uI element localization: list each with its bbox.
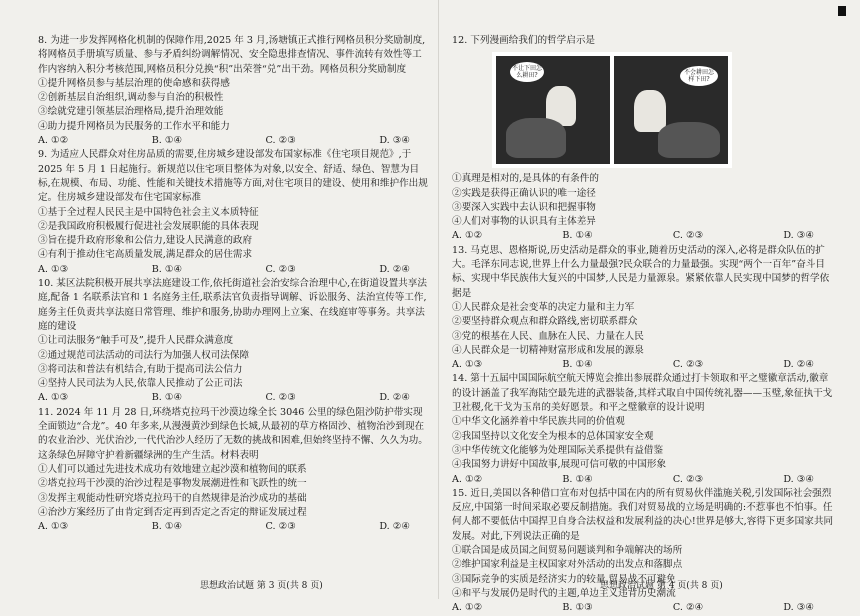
choice-b[interactable]: B. ①④ (151, 521, 183, 533)
question-15 (452, 487, 834, 616)
answer-choices (452, 473, 834, 487)
comic-illustration (492, 52, 732, 168)
question-stem: 12. 下列漫画给我们的哲学启示是 (452, 35, 596, 46)
option-3: ③发挥主观能动性研究塔克拉玛干的自然规律是治沙成功的基础 (38, 492, 307, 504)
ox-figure (506, 118, 566, 158)
answer-choices (452, 229, 834, 243)
option-3: ③要深入实践中去认识和把握事物 (452, 201, 596, 213)
option-3: ③将司法和普法有机结合,有助于提高司法公信力 (38, 363, 243, 375)
choice-c[interactable]: C. ②③ (672, 230, 704, 242)
choice-d[interactable]: D. ③④ (379, 135, 410, 147)
choice-a[interactable]: A. ①② (452, 602, 483, 614)
choice-d[interactable]: D. ②④ (379, 263, 410, 275)
answer-choices (452, 358, 834, 372)
question-9 (38, 148, 430, 277)
choice-a[interactable]: A. ①③ (452, 359, 483, 371)
choice-b[interactable]: B. ①④ (151, 263, 183, 275)
option-4: ④和平与发展仍是时代的主题,单边主义违背历史潮流 (452, 587, 676, 599)
option-4: ④有利于推动住宅高质量发展,满足群众的居住需求 (38, 249, 253, 261)
column-divider (438, 0, 439, 599)
choice-d[interactable]: D. ③④ (783, 230, 814, 242)
choice-c[interactable]: C. ②③ (672, 359, 704, 371)
page-footer-left: 思想政治试题 第 3 页(共 8 页) (200, 581, 323, 591)
option-4: ④助力提升网格员为民服务的工作水平和能力 (38, 120, 230, 132)
option-2: ②塔克拉玛干沙漠的治沙过程是事物发展潮进性和飞跃性的统一 (38, 478, 307, 490)
option-1: ①人们可以通过先进技术成功有效地建立起沙漠和植物间的联系 (38, 463, 307, 475)
question-10 (38, 277, 430, 406)
question-stem: 15. 近日,美国以各种借口宣布对包括中国在内的所有贸易伙伴滥施关税,引发国际社会强烈反应,中国第一时间采取必要反制措施。我们对贸易战的立场是明确的:不惹事也不怕事。任何人都不要低估中国捍卫自身合法权益和发展利益的决心!世界是够大,容得下更多国家共同发展。对此,下列说法正确的是 (452, 487, 834, 542)
corner-mark (838, 6, 846, 16)
option-2: ②创新基层自治组织,调动参与自治的积极性 (38, 92, 224, 104)
choice-b[interactable]: B. ①④ (562, 230, 593, 242)
option-2: ②维护国家利益是主权国家对外活动的出发点和落脚点 (452, 559, 683, 571)
question-stem: 11. 2024 年 11 月 28 日,环绕塔克拉玛干沙漠边缘全长 3046 公里的绿色阻沙防护带实现全面锁边“合龙”。40 年多来,从漫漫黄沙到绿色长城,从最初的草方格固沙、植物治沙到现在的农业治沙、光伏治沙,一代代治沙人经历了无数的挑战和困难,但始终坚持不懈、久久为功。这条绿色屏障守护着新疆绿洲的生产生活。材料表明 (38, 406, 428, 461)
question-stem: 14. 第十五届中国国际航空航天博览会推出参展群众通过打卡领取和平之璧徽章活动,徽章的设计涵盖了我军海陆空最先进的武器装备,其样式取自中国传统礼器——玉璧,象征执干戈卫社稷,化干戈为玉帛的美好愿景。和平之璧徽章的设计说明 (452, 373, 833, 414)
choice-c[interactable]: C. ②③ (265, 521, 296, 533)
option-3: ③绘就党建引领基层治理格局,提升治理效能 (38, 106, 224, 118)
option-1: ①中华文化涵养着中华民族共同的价值观 (452, 416, 625, 428)
option-1: ①提升网格员参与基层治理的使命感和获得感 (38, 77, 230, 89)
choice-a[interactable]: A. ①② (38, 135, 69, 147)
ox-figure (658, 122, 720, 158)
choice-c[interactable]: C. ②③ (265, 135, 296, 147)
option-4: ④人民群众是一切精神财富形成和发展的源泉 (452, 344, 644, 356)
question-12 (452, 34, 834, 244)
right-column (452, 34, 834, 616)
option-3: ③党的根基在人民、血脉在人民、力量在人民 (452, 330, 644, 342)
choice-a[interactable]: A. ①③ (38, 521, 69, 533)
choice-a[interactable]: A. ①② (452, 473, 483, 485)
choice-d[interactable]: D. ③④ (783, 602, 814, 614)
choice-b[interactable]: B. ①③ (562, 602, 593, 614)
page-footer-right: 思想政治试题 第 4 页(共 8 页) (600, 581, 723, 591)
option-3: ③国际竞争的实质是经济实力的较量,贸易战不可避免 (452, 573, 676, 585)
answer-choices (38, 134, 430, 148)
question-stem: 8. 为进一步发挥网格化机制的保障作用,2025 年 3 月,汤塘镇正式推行网格员积分奖励制度,将网格员手册填写质量、参与矛盾纠纷调解情况、安全隐患排查情况、事件流转有效性等工作内容纳入积分考核范围,网格员积分兑换“积”出荣誉“兑”出干劲。网格员积分奖励制度 (38, 35, 426, 75)
question-8 (38, 34, 430, 148)
question-13 (452, 244, 834, 373)
choice-b[interactable]: B. ①④ (562, 473, 593, 485)
speech-bubble: 不会耕田怎样下田? (680, 66, 718, 86)
choice-d[interactable]: D. ②④ (379, 392, 410, 404)
question-stem: 10. 某区法院积极开展共享法庭建设工作,依托街道社会治安综合治理中心,在街道设置共享法庭,配备 1 名联系法官和 1 名庭务主任,联系法官负责指导调解、诉讼服务、法治宣传等工作,庭务主任负责共享法庭日常管理、维护和服务,协助办理网上立案、在线庭审等事务。共享法庭的建设 (38, 278, 427, 332)
choice-b[interactable]: B. ①④ (151, 135, 183, 147)
option-2: ②是我国政府积极履行促进社会发展职能的具体表现 (38, 220, 259, 232)
question-stem: 13. 马克思、恩格斯说,历史活动是群众的事业,随着历史活动的深入,必将是群众队伍的扩大。毛泽东同志说,世界上什么力量最强?民众联合的力量最强。实现“两个一百年”奋斗目标、实现中华民族伟大复兴的中国梦,人民是力量源泉。紧紧依靠人民实现中国梦的哲学依据是 (452, 244, 830, 299)
option-2: ②我国坚持以文化安全为根本的总体国家安全观 (452, 430, 654, 442)
question-11 (38, 406, 430, 535)
choice-d[interactable]: D. ②④ (379, 521, 410, 533)
option-3: ③中华传统文化能够为处理国际关系提供有益借鉴 (452, 444, 664, 456)
answer-choices (452, 601, 834, 615)
option-2: ②要坚持群众观点和群众路线,密切联系群众 (452, 316, 638, 328)
question-stem: 9. 为适应人民群众对住房品质的需要,住房城乡建设部发布国家标准《住宅项目规范》,于 2025 年 5 月 1 日起施行。新规范以住宅项目整体为对象,以安全、舒适、绿色、智慧为目标,在规模、布局、功能、性能和关键技术措施等方面,对住宅项目的建设、使用和维护作出规定。住房城乡建设部发布住宅国家标准 (38, 149, 428, 204)
left-column (38, 34, 430, 534)
choice-c[interactable]: C. ②③ (265, 392, 296, 404)
option-4: ④人们对事物的认识具有主体差异 (452, 216, 596, 228)
option-1: ①让司法服务“触手可及”,提升人民群众满意度 (38, 335, 234, 347)
choice-d[interactable]: D. ②④ (783, 359, 814, 371)
choice-a[interactable]: A. ①③ (38, 392, 69, 404)
choice-a[interactable]: A. ①② (452, 230, 483, 242)
choice-a[interactable]: A. ①③ (38, 263, 69, 275)
option-4: ④我国努力讲好中国故事,展现可信可敬的中国形象 (452, 459, 667, 471)
answer-choices (38, 520, 430, 534)
option-4: ④治沙方案经历了由肯定到否定再到否定之否定的辩证发展过程 (38, 506, 307, 518)
comic-panel-left (496, 56, 610, 164)
option-4: ④坚持人民司法为人民,依靠人民推动了公正司法 (38, 378, 243, 390)
choice-d[interactable]: D. ③④ (783, 473, 814, 485)
question-14 (452, 372, 834, 486)
option-1: ①人民群众是社会变革的决定力量和主力军 (452, 301, 635, 313)
choice-c[interactable]: C. ②③ (672, 473, 704, 485)
answer-choices (38, 263, 430, 277)
person-figure (634, 90, 666, 132)
comic-panel-right (614, 56, 728, 164)
choice-c[interactable]: C. ②③ (265, 263, 296, 275)
option-2: ②通过规范司法活动的司法行为加强人权司法保障 (38, 349, 250, 361)
option-3: ③旨在提升政府形象和公信力,建设人民满意的政府 (38, 235, 253, 247)
choice-b[interactable]: B. ①④ (562, 359, 593, 371)
answer-choices (38, 391, 430, 405)
speech-bubble: 不让下田怎么耕田? (510, 62, 544, 82)
option-1: ①真理是相对的,是具体的有条件的 (452, 173, 599, 185)
option-2: ②实践是获得正确认识的唯一途径 (452, 187, 596, 199)
option-1: ①联合国是成员国之间贸易问题谈判和争端解决的场所 (452, 545, 683, 557)
choice-c[interactable]: C. ②④ (672, 602, 704, 614)
choice-b[interactable]: B. ①④ (151, 392, 183, 404)
option-1: ①基于全过程人民民主是中国特色社会主义本质特征 (38, 206, 259, 218)
